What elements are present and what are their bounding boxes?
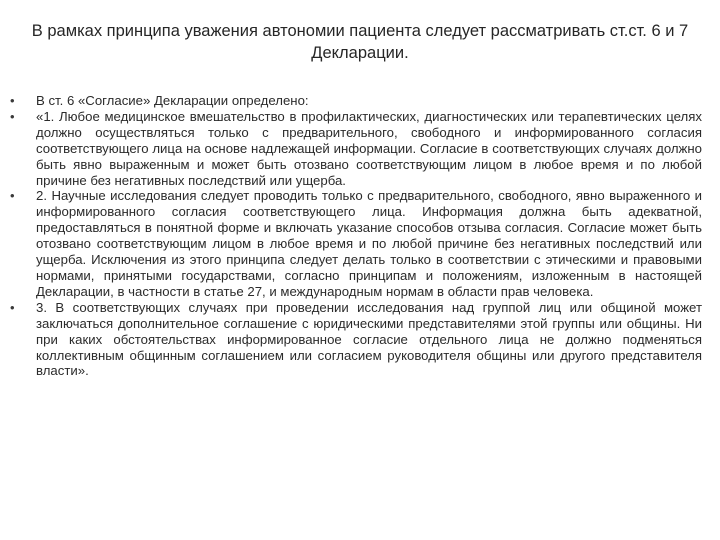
list-item-text: «1. Любое медицинское вмешательство в профилактических, диагностических или терапевтических целях должно осуществляться только с предварительного, свободного и информированного согласия соответствующего лица на основе надлежащей информации. Согласие в соответствующих случаях должно быть явно выраженным и может быть отозвано соответствующим лицом в любое время и по любой причине без негативных последствий или ущерба. [36, 108, 702, 188]
list-item-text: 2. Научные исследования следует проводить только с предварительного, свободного, явно выраженного и информированного согласия соответствующего лица. Информация должна быть адекватной, предоставляться в понятной форме и включать указание способов отзыва согласия. Согласие может быть отозвано соответствующим лицом в любое время и по любой причине без негативных последствий или ущерба. Исключения из этого принципа следует делать только в соответствии с этическими и правовыми нормами, принятыми государствами, согласно принципам и положениям, изложенным в настоящей Декларации, в частности в статье 27, и международным нормам в области прав человека. [36, 188, 702, 299]
bullet-dot-icon: • [10, 93, 15, 108]
bullet-list [10, 93, 702, 379]
list-item [10, 300, 702, 380]
list-item [10, 109, 702, 189]
list-item [10, 93, 702, 109]
list-item [10, 188, 702, 299]
bullet-dot-icon: • [10, 299, 15, 315]
bullet-dot-icon: • [10, 108, 15, 124]
list-item-text: 3. В соответствующих случаях при проведении исследования над группой лиц или общиной может заключаться дополнительное соглашение с юридическими представителями этой группы или общины. Ни при каких обстоятельствах информированное согласие отдельного лица не должно подменяться коллективным общинным соглашением или согласием руководителя общины или другого представителя власти». [36, 299, 702, 379]
slide-title: В рамках принципа уважения автономии пациента следует рассматривать ст.ст. 6 и 7 Декларации. [31, 22, 689, 62]
bullet-dot-icon: • [10, 188, 15, 204]
list-item-text: В ст. 6 «Согласие» Декларации определено: [36, 93, 309, 108]
